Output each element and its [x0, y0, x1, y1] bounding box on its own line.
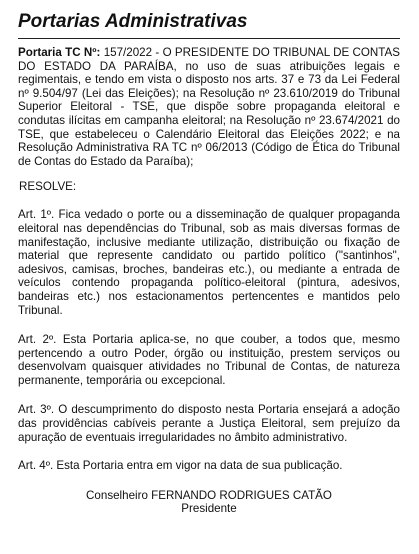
article-1: Art. 1º. Fica vedado o porte ou a disseminação de qualquer propaganda eleitoral nas dependências do Tribunal, sob as mais diversas formas de manifestação, inclusive mediante utilização, distribuição ou fixação de material que represente candidato ou partido político ("santinhos", adesivos, camisas, broches, bandeiras etc.), ou mediante a entrada de veículos contendo propaganda político-eleitoral (pintura, adesivos, bandeiras etc.) nos estacionamentos pertencentes e mantidos pelo Tribunal. — [18, 208, 400, 317]
article-4: Art. 4º. Esta Portaria entra em vigor na data de sua publicação. — [18, 459, 343, 473]
section-title: Portarias Administrativas — [18, 10, 400, 39]
resolve-label: RESOLVE: — [19, 180, 77, 194]
signatory-role: Presidente — [181, 502, 237, 516]
signature-block — [18, 489, 400, 516]
portaria-ref-number: 157/2022 - — [103, 46, 160, 59]
portaria-ref-label: Portaria TC Nº: — [18, 46, 101, 59]
article-2: Art. 2º. Esta Portaria aplica-se, no que couber, a todos que, mesmo pertencendo a outro Poder, órgão ou instituição, prestem serviços ou desenvolvam quaisquer atividades no Tribunal de Contas, de natureza permanente, temporária ou excepcional. — [18, 333, 400, 387]
portaria-header — [18, 46, 400, 168]
document-page — [18, 10, 400, 516]
signatory-name: Conselheiro FERNANDO RODRIGUES CATÃO — [86, 488, 332, 502]
article-3: Art. 3º. O descumprimento do disposto nesta Portaria ensejará a adoção das providências cabíveis perante a Justiça Eleitoral, sem prejuízo da apuração de eventuais irregularidades no âmbito administrativo. — [18, 403, 400, 444]
portaria-preamble: O PRESIDENTE DO TRIBUNAL DE CONTAS DO ESTADO DA PARAÍBA, no uso de suas atribuições legais e regimentais, e tendo em vista o disposto nos arts. 37 e 73 da Lei Federal nº 9.504/97 (Lei das Eleições); na Resolução nº 23.610/2019 do Tribunal Superior Eleitoral - TSE, que dispõe sobre propaganda eleitoral e condutas ilícitas em campanha eleitoral; na Resolução nº 23.674/2021 do TSE, que estabeleceu o Calendário Eleitoral das Eleições 2022; e na Resolução Administrativa RA TC nº 06/2013 (Código de Ética do Tribunal de Contas do Estado da Paraíba); — [18, 46, 400, 168]
